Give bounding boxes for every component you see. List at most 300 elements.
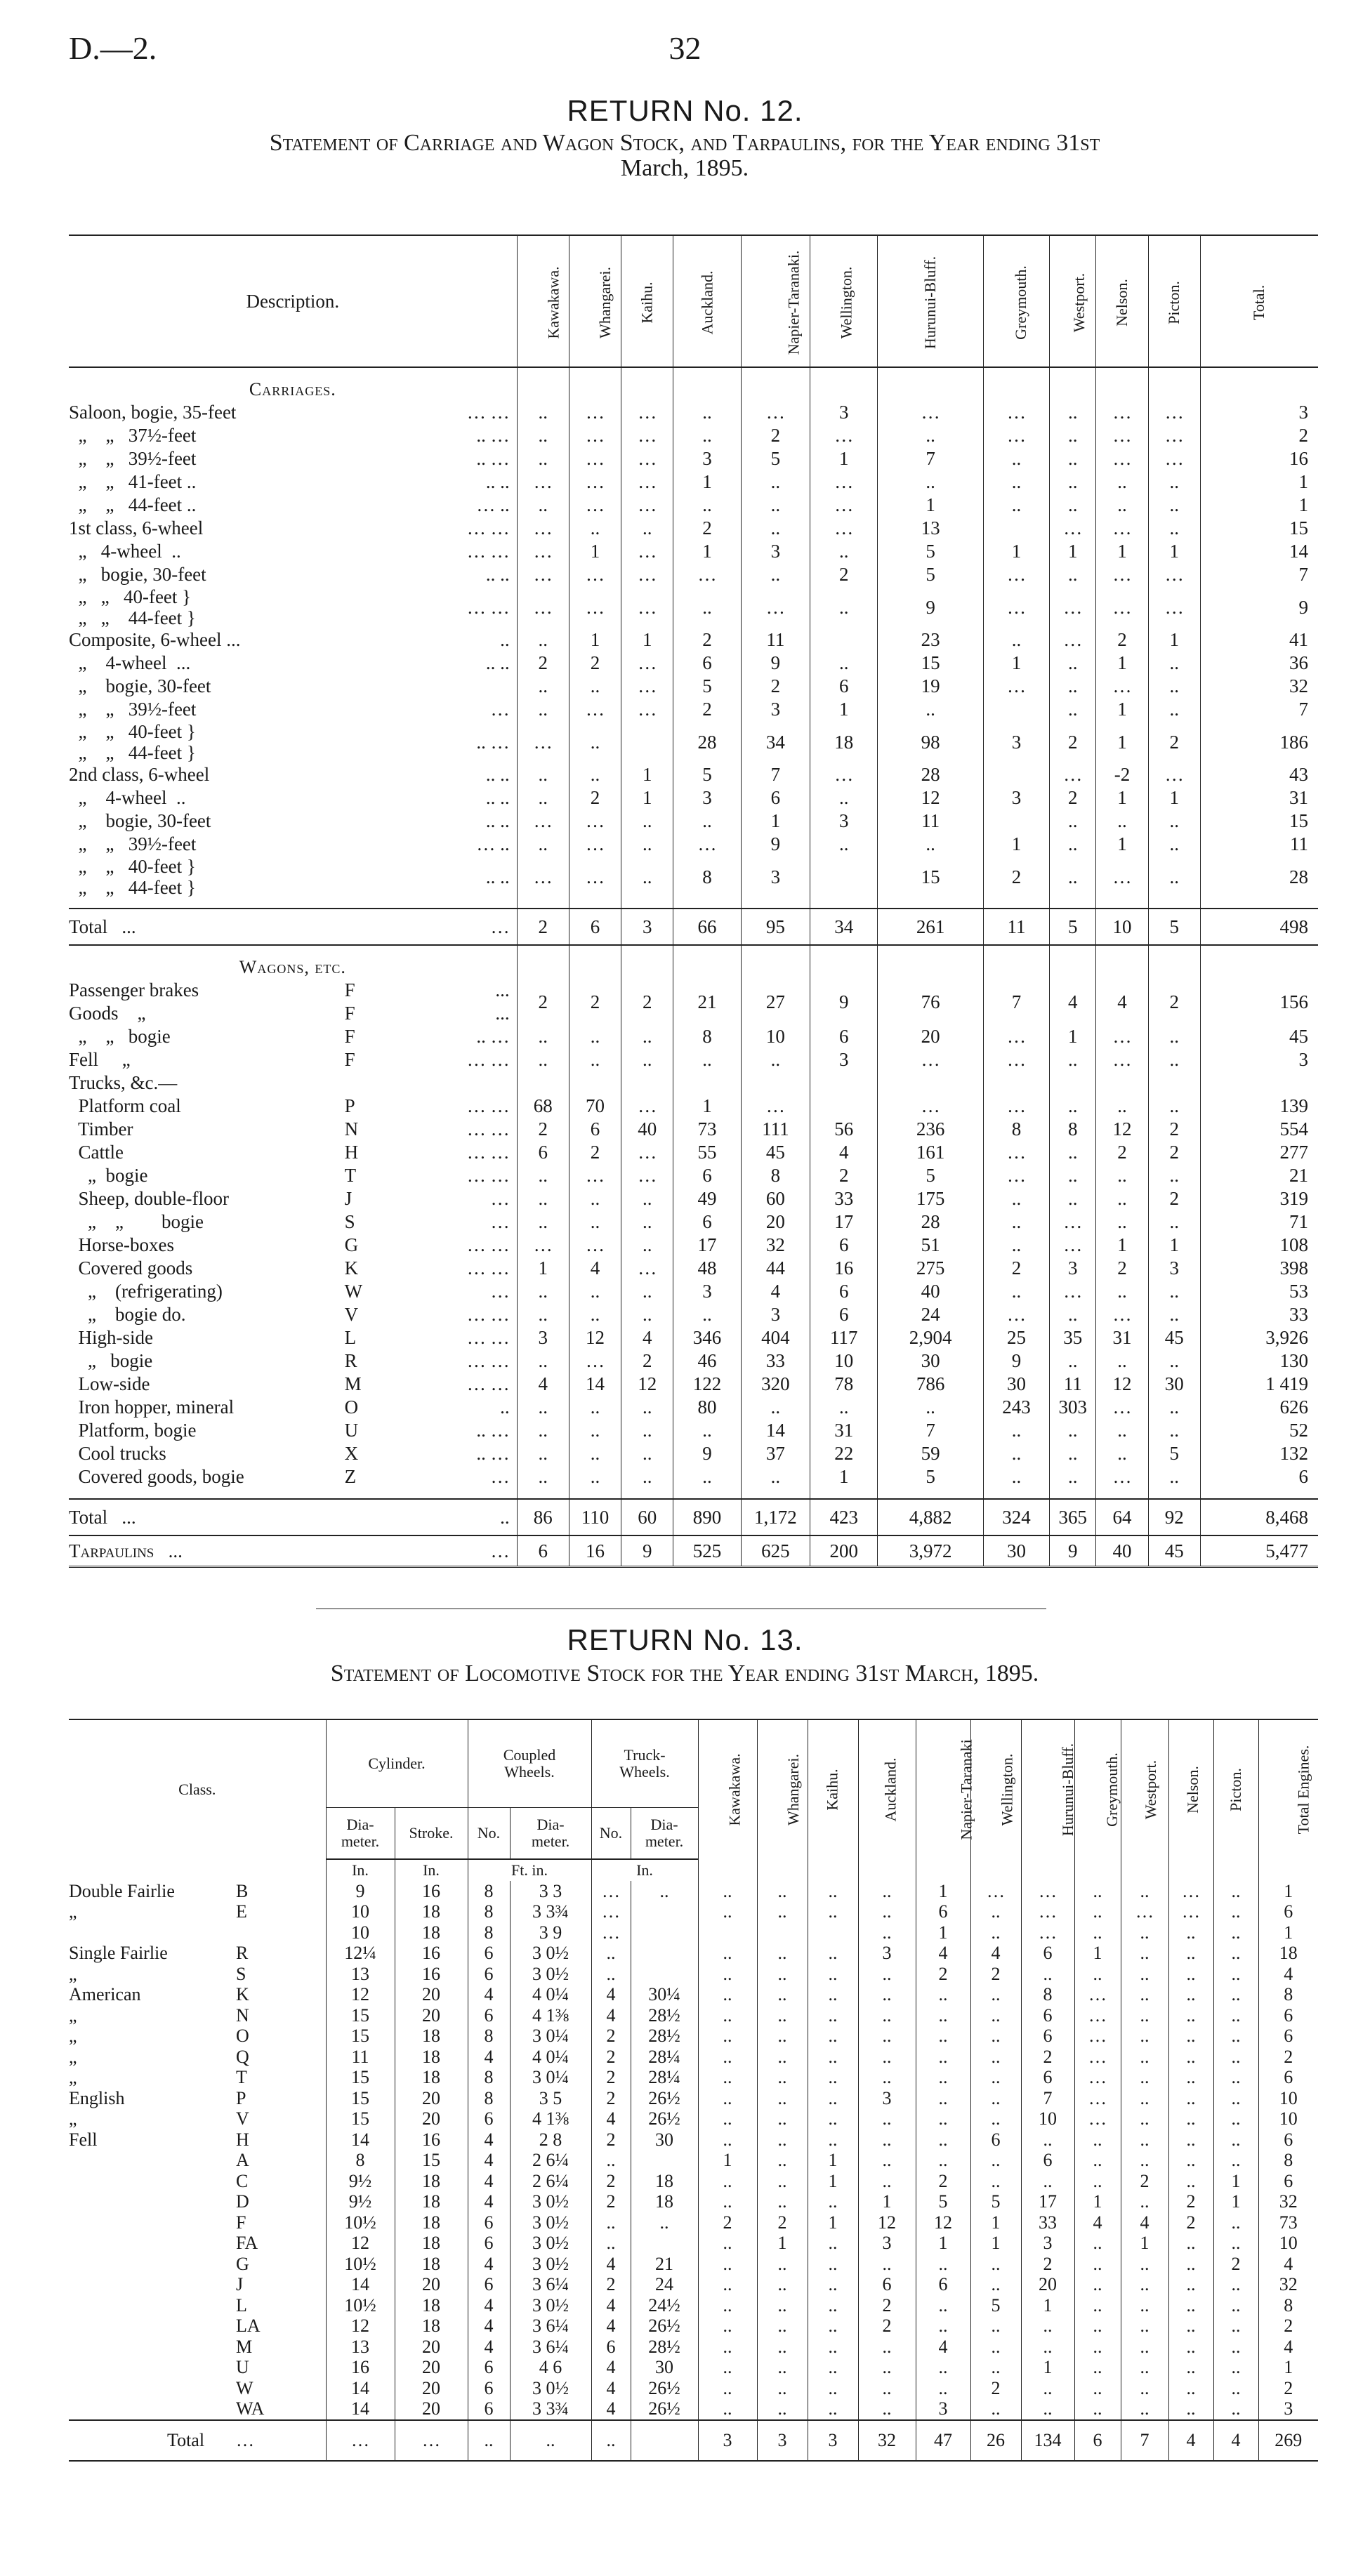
cell-value: …: [741, 1095, 810, 1118]
cell-value: ..: [1213, 2398, 1258, 2420]
cell-value: 32: [858, 2420, 916, 2461]
truck-number-header: No.: [591, 1808, 631, 1860]
cell-value: ..: [698, 1943, 757, 1964]
cell-value: ..: [983, 447, 1049, 470]
row-code: F: [344, 1026, 355, 1047]
cell-value: 1: [621, 786, 673, 810]
cell-value: 110: [569, 1499, 621, 1535]
cell-value: …: [1074, 1984, 1121, 2005]
cell-value: 2: [1121, 2171, 1168, 2192]
row-label: High-side: [69, 1327, 153, 1348]
cell-value: 1: [970, 2212, 1021, 2233]
cell-value: 8: [673, 1025, 741, 1048]
cell-value: ..: [741, 563, 810, 586]
unit-truck: In.: [591, 1859, 698, 1881]
cell-value: ..: [1148, 652, 1200, 675]
cell-value: 26: [970, 2420, 1021, 2461]
cell-value: 1: [1148, 628, 1200, 652]
cell-value: 1: [983, 652, 1049, 675]
row-code: F: [344, 1049, 355, 1070]
truck-wheels-number: 4: [591, 2108, 631, 2129]
cell-value: 1: [916, 2233, 970, 2254]
cell-value: ..: [1168, 2047, 1213, 2068]
cell-value: 122: [673, 1373, 741, 1396]
row-description: [69, 517, 517, 540]
cell-value: 2: [970, 2378, 1021, 2399]
column-header-napier-taranaki: Napier-Taranaki.: [741, 235, 810, 367]
cell-value: 23: [878, 628, 984, 652]
truck-wheels-diameter: 18: [631, 2171, 698, 2192]
cell-value: ..: [1213, 2108, 1258, 2129]
cell-value: 1: [1021, 2295, 1074, 2316]
cell-value: ..: [1213, 1964, 1258, 1985]
cell-value: ..: [810, 786, 878, 810]
cell-value: 1: [741, 810, 810, 833]
cell-value: ..: [1050, 698, 1096, 721]
row-label: „ „ 39½-feet: [69, 448, 197, 469]
truck-wheels-number: 2: [591, 2171, 631, 2192]
row-label: „ bogie do.: [69, 1304, 186, 1325]
cell-value: …: [569, 401, 621, 424]
row-description: [69, 586, 517, 628]
column-header-picton: Picton.: [1148, 235, 1200, 367]
cylinder-stroke: 20: [395, 2005, 468, 2026]
row-code: T: [344, 1165, 357, 1186]
cell-value: 156: [1200, 979, 1318, 1025]
cell-value: ..: [1021, 2378, 1074, 2399]
coupled-wheels-diameter: 4 1⅜: [510, 2005, 591, 2026]
locomotive-row: [69, 2150, 1318, 2171]
coupled-wheels-diameter: 3 9: [510, 1922, 591, 1943]
cell-value: ..: [569, 1303, 621, 1326]
cell-value: 33: [1200, 1303, 1318, 1326]
cell-value: 13: [878, 517, 984, 540]
cell-value: 4: [916, 1943, 970, 1964]
cell-value: …: [517, 721, 569, 763]
locomotive-row: [69, 2398, 1318, 2420]
cell-value: ..: [517, 1025, 569, 1048]
row-description: [69, 1419, 517, 1442]
wagons-heading: Wagons, etc.: [239, 957, 346, 977]
cell-value: 236: [878, 1118, 984, 1141]
cell-value: 2: [1148, 1187, 1200, 1210]
coupled-wheels-number: 6: [468, 2108, 510, 2129]
cell-value: …: [1096, 447, 1148, 470]
truck-wheels-diameter: 28½: [631, 2005, 698, 2026]
cell-value: ..: [1121, 2047, 1168, 2068]
cell-value: ..: [983, 470, 1049, 494]
cell-value: ..: [757, 2337, 808, 2358]
cell-value: 32: [741, 1234, 810, 1257]
cell-value: ..: [698, 2191, 757, 2212]
cell-value: 1: [569, 540, 621, 563]
row-description: [69, 1095, 517, 1118]
cell-value: 1: [1258, 2357, 1318, 2378]
cell-value: ..: [757, 2150, 808, 2171]
cell-value: ..: [757, 2026, 808, 2047]
cell-value: ..: [916, 2378, 970, 2399]
cell-value: ..: [1121, 2274, 1168, 2295]
cell-value: ..: [858, 2171, 916, 2192]
cell-value: 12: [878, 786, 984, 810]
cell-value: 2: [1168, 2212, 1213, 2233]
loco-class-code: C: [236, 2170, 249, 2191]
cell-value: [673, 1071, 741, 1095]
truck-wheels-number: 4: [591, 2316, 631, 2337]
cell-value: ..: [858, 2254, 916, 2275]
cylinder-diameter: 10½: [326, 2295, 395, 2316]
cell-value: 11: [741, 628, 810, 652]
cell-value: 1: [517, 1257, 569, 1280]
cell-value: 49: [673, 1187, 741, 1210]
cell-value: 6: [810, 1280, 878, 1303]
cell-value: 30: [1148, 1373, 1200, 1396]
cylinder-stroke: 20: [395, 2398, 468, 2420]
cell-value: ..: [1168, 2295, 1213, 2316]
cell-value: 2: [970, 1964, 1021, 1985]
cell-value: 9: [673, 1442, 741, 1465]
coupled-wheels-diameter: 3 3¾: [510, 2398, 591, 2420]
cell-value: ..: [1096, 1349, 1148, 1373]
cylinder-diameter: 14: [326, 2398, 395, 2420]
row-code: M: [344, 1373, 362, 1394]
locomotive-row: [69, 2005, 1318, 2026]
coupled-wheels-number: 4: [468, 2254, 510, 2275]
cell-value: ..: [741, 1048, 810, 1071]
cell-value: ..: [808, 2398, 858, 2420]
truck-wheels-header: Truck- Wheels.: [591, 1719, 698, 1808]
loco-class-name: [69, 2171, 236, 2192]
cell-value: ..: [517, 675, 569, 698]
cell-value: ..: [983, 1419, 1049, 1442]
cell-value: ..: [970, 1984, 1021, 2005]
cell-value: 4: [569, 1257, 621, 1280]
coupled-wheels-diameter: 3 5: [510, 2088, 591, 2109]
cell-value: ..: [916, 2254, 970, 2275]
loco-class-code: U: [236, 2357, 249, 2377]
cell-value: ..: [517, 1349, 569, 1373]
cylinder-diameter: 12: [326, 2233, 395, 2254]
cell-value: ..: [1168, 2171, 1213, 2192]
loco-class-name: [69, 2212, 236, 2233]
row-description: [69, 856, 517, 898]
column-header-auckland: Auckland.: [673, 235, 741, 367]
locomotive-row: [69, 2108, 1318, 2129]
loco-class-code: A: [236, 2150, 249, 2170]
truck-wheels-diameter: [631, 2420, 698, 2461]
cell-value: ..: [916, 2088, 970, 2109]
cell-value: …: [1096, 856, 1148, 898]
cell-value: …: [1121, 1901, 1168, 1922]
loco-class-code: M: [236, 2336, 253, 2357]
cell-value: 6: [673, 652, 741, 675]
row-label: Covered goods: [69, 1257, 193, 1279]
cell-value: ..: [1121, 2254, 1168, 2275]
cell-value: …: [983, 1303, 1049, 1326]
cell-value: 9: [1200, 586, 1318, 628]
coupled-wheels-diameter: 2 6¼: [510, 2171, 591, 2192]
cell-value: 3: [983, 721, 1049, 763]
cell-value: ..: [970, 2067, 1021, 2088]
cell-value: 2: [741, 675, 810, 698]
cell-value: 175: [878, 1187, 984, 1210]
loco-class-name: [69, 2316, 236, 2337]
cell-value: ..: [621, 1442, 673, 1465]
carriage-row: [69, 786, 1318, 810]
cell-value: 8: [1258, 2295, 1318, 2316]
cell-value: [517, 1071, 569, 1095]
row-label: 1st class, 6-wheel: [69, 517, 204, 539]
cell-value: ..: [741, 470, 810, 494]
cell-value: ..: [970, 2398, 1021, 2420]
cell-value: 4: [1258, 2254, 1318, 2275]
cell-value: ..: [673, 1048, 741, 1071]
cell-value: 20: [1021, 2274, 1074, 2295]
row-label: „ „ 40-feet } „ „ 44-feet }: [78, 586, 196, 628]
cell-value: ..: [1021, 2316, 1074, 2337]
cell-value: ..: [808, 2316, 858, 2337]
row-leader: … …: [466, 1234, 510, 1255]
cell-value: …: [621, 540, 673, 563]
cell-value: ..: [1121, 1881, 1168, 1902]
row-leader: … …: [466, 402, 510, 423]
cell-value: 12: [916, 2212, 970, 2233]
cell-value: 70: [569, 1095, 621, 1118]
truck-wheels-number: 4: [591, 1984, 631, 2005]
cell-value: ..: [1213, 2274, 1258, 2295]
cell-value: 4: [1213, 2420, 1258, 2461]
cell-value: ..: [741, 1465, 810, 1488]
cell-value: ..: [1050, 424, 1096, 447]
column-header-nelson: Nelson.: [1096, 235, 1148, 367]
column-header-napier-taranaki: Napier-Taranaki: [916, 1719, 970, 1859]
cell-value: ..: [517, 401, 569, 424]
row-description: [69, 1257, 517, 1280]
cell-value: ..: [1050, 1187, 1096, 1210]
row-leader: … …: [466, 1350, 510, 1371]
cell-value: 2: [1148, 1141, 1200, 1164]
cell-value: ..: [916, 2026, 970, 2047]
cell-value: 9: [1050, 1535, 1096, 1567]
cell-value: ..: [673, 1465, 741, 1488]
cell-value: 30: [878, 1349, 984, 1373]
locomotive-row: [69, 1922, 1318, 1943]
cell-value: 404: [741, 1326, 810, 1349]
cell-value: ..: [569, 1442, 621, 1465]
cell-value: 3: [1021, 2233, 1074, 2254]
cell-value: ..: [858, 1984, 916, 2005]
cell-value: …: [1074, 2005, 1121, 2026]
cell-value: 4: [517, 1373, 569, 1396]
cell-value: 7: [1200, 698, 1318, 721]
wagon-row: [69, 979, 1318, 1002]
coupled-wheels-number: 8: [468, 1901, 510, 1922]
cell-value: ..: [1148, 1465, 1200, 1488]
cell-value: 200: [810, 1535, 878, 1567]
row-leader: … …: [466, 1142, 510, 1163]
cell-value: ..: [757, 2398, 808, 2420]
row-description: [69, 675, 517, 698]
cell-value: ..: [808, 2026, 858, 2047]
cell-value: …: [810, 424, 878, 447]
cell-value: 3: [916, 2398, 970, 2420]
cell-value: 4: [1096, 979, 1148, 1025]
cell-value: ..: [1168, 2274, 1213, 2295]
cell-value: 3: [673, 447, 741, 470]
row-label: Cattle: [69, 1142, 124, 1163]
cell-value: …: [1096, 1396, 1148, 1419]
cell-value: 2: [1096, 1141, 1148, 1164]
coupled-wheels-number: 6: [468, 2398, 510, 2420]
cell-value: 3: [757, 2420, 808, 2461]
cell-value: 3: [858, 1943, 916, 1964]
row-description: [69, 979, 517, 1002]
cell-value: ..: [1121, 2398, 1168, 2420]
cell-value: 1: [1148, 1234, 1200, 1257]
cell-value: ..: [808, 2067, 858, 2088]
row-description: [69, 786, 517, 810]
wagon-row: [69, 1465, 1318, 1488]
cell-value: 139: [1200, 1095, 1318, 1118]
description-header: Description.: [69, 235, 517, 367]
row-description: [69, 909, 517, 945]
cell-value: 48: [673, 1257, 741, 1280]
coupled-wheels-diameter: 3 3¾: [510, 1901, 591, 1922]
cell-value: ..: [983, 1234, 1049, 1257]
cell-value: …: [1148, 401, 1200, 424]
cell-value: 6: [1258, 1901, 1318, 1922]
cell-value: ..: [569, 1025, 621, 1048]
locomotive-row: [69, 2212, 1318, 2233]
cell-value: ..: [1168, 2357, 1213, 2378]
cell-value: 6: [1200, 1465, 1318, 1488]
cell-value: ..: [1213, 1922, 1258, 1943]
cell-value: 1: [1074, 2191, 1121, 2212]
cell-value: ..: [1168, 2129, 1213, 2151]
coupled-wheels-number: ..: [468, 2420, 510, 2461]
column-header-whangarei: Whangarei.: [569, 235, 621, 367]
cell-value: ..: [698, 2047, 757, 2068]
cell-value: ..: [878, 1396, 984, 1419]
cell-value: …: [569, 1349, 621, 1373]
cell-value: ..: [858, 2047, 916, 2068]
cell-value: 5: [970, 2295, 1021, 2316]
cell-value: 3: [1050, 1257, 1096, 1280]
loco-class-code: S: [236, 1963, 246, 1984]
cell-value: ..: [1074, 2295, 1121, 2316]
cylinder-stroke-header: Stroke.: [395, 1808, 468, 1860]
cell-value: …: [1050, 1210, 1096, 1234]
locomotive-row: [69, 1943, 1318, 1964]
cell-value: ..: [1148, 1419, 1200, 1442]
row-label: „ „ 41-feet ..: [69, 471, 197, 492]
cell-value: ..: [1121, 2067, 1168, 2088]
row-description: [69, 1164, 517, 1187]
cylinder-stroke: 18: [395, 2047, 468, 2068]
cell-value: 3: [858, 2088, 916, 2109]
cell-value: 2: [673, 698, 741, 721]
cylinder-diameter: 12: [326, 2316, 395, 2337]
row-description: [69, 1349, 517, 1373]
cell-value: ..: [698, 2026, 757, 2047]
cell-value: ..: [983, 1280, 1049, 1303]
cell-value: 1: [673, 470, 741, 494]
row-label: Goods „: [69, 1003, 146, 1024]
cell-value: ..: [621, 1465, 673, 1488]
cell-value: ..: [1121, 2378, 1168, 2399]
cell-value: 3: [517, 1326, 569, 1349]
cell-value: …: [621, 675, 673, 698]
loco-class-code: K: [236, 1984, 249, 2004]
row-leader: … …: [466, 517, 510, 539]
cell-value: 8: [1050, 1118, 1096, 1141]
cell-value: 1: [569, 628, 621, 652]
wagon-row: [69, 1234, 1318, 1257]
row-description: [69, 1326, 517, 1349]
cell-value: ..: [1168, 1964, 1213, 1985]
row-description: [69, 833, 517, 856]
cell-value: 5: [673, 763, 741, 786]
cell-value: …: [1148, 586, 1200, 628]
cylinder-diameter: 9: [326, 1881, 395, 1902]
cell-value: ..: [1121, 2150, 1168, 2171]
row-label: Platform, bogie: [69, 1420, 197, 1441]
cell-value: 34: [741, 721, 810, 763]
coupled-wheels-diameter: 3 6¼: [510, 2316, 591, 2337]
cell-value: ..: [858, 2026, 916, 2047]
row-leader: .. ..: [485, 810, 510, 831]
cell-value: 40: [1096, 1535, 1148, 1567]
cylinder-diameter: 12¼: [326, 1943, 395, 1964]
cylinder-diameter: 11: [326, 2047, 395, 2068]
cell-value: ..: [970, 2005, 1021, 2026]
cell-value: ..: [698, 1964, 757, 1985]
cell-value: 786: [878, 1373, 984, 1396]
cell-value: …: [517, 540, 569, 563]
column-header-kawakawa: Kawakawa.: [517, 235, 569, 367]
cell-value: …: [1148, 563, 1200, 586]
cell-value: ..: [1074, 1901, 1121, 1922]
row-label: Horse-boxes: [69, 1234, 174, 1255]
cell-value: ..: [1168, 1984, 1213, 2005]
row-code: V: [344, 1304, 359, 1325]
cell-value: 1: [673, 540, 741, 563]
cylinder-diameter: 9½: [326, 2191, 395, 2212]
row-code: S: [344, 1211, 355, 1232]
truck-wheels-diameter: 30: [631, 2129, 698, 2151]
cell-value: …: [569, 1234, 621, 1257]
cell-value: 4: [1168, 2420, 1213, 2461]
loco-class-code: D: [236, 2191, 249, 2212]
cell-value: ..: [1168, 2233, 1213, 2254]
row-label: „ „ 40-feet } „ „ 44-feet }: [78, 721, 196, 763]
cell-value: ..: [569, 1465, 621, 1488]
cell-value: ..: [1121, 2088, 1168, 2109]
cell-value: …: [970, 1881, 1021, 1902]
cell-value: ..: [983, 494, 1049, 517]
cell-value: ..: [1074, 2233, 1121, 2254]
cell-value: ..: [1148, 1280, 1200, 1303]
truck-wheels-diameter: 30: [631, 2357, 698, 2378]
row-description: [69, 1373, 517, 1396]
truck-wheels-diameter: 28¼: [631, 2047, 698, 2068]
coupled-wheels-diameter: 2 8: [510, 2129, 591, 2151]
coupled-wheels-number: 6: [468, 2357, 510, 2378]
cell-value: 1 419: [1200, 1373, 1318, 1396]
loco-class-name: Total: [69, 2420, 236, 2461]
coupled-wheels-number: 4: [468, 2150, 510, 2171]
row-label: „ bogie: [69, 1350, 153, 1371]
